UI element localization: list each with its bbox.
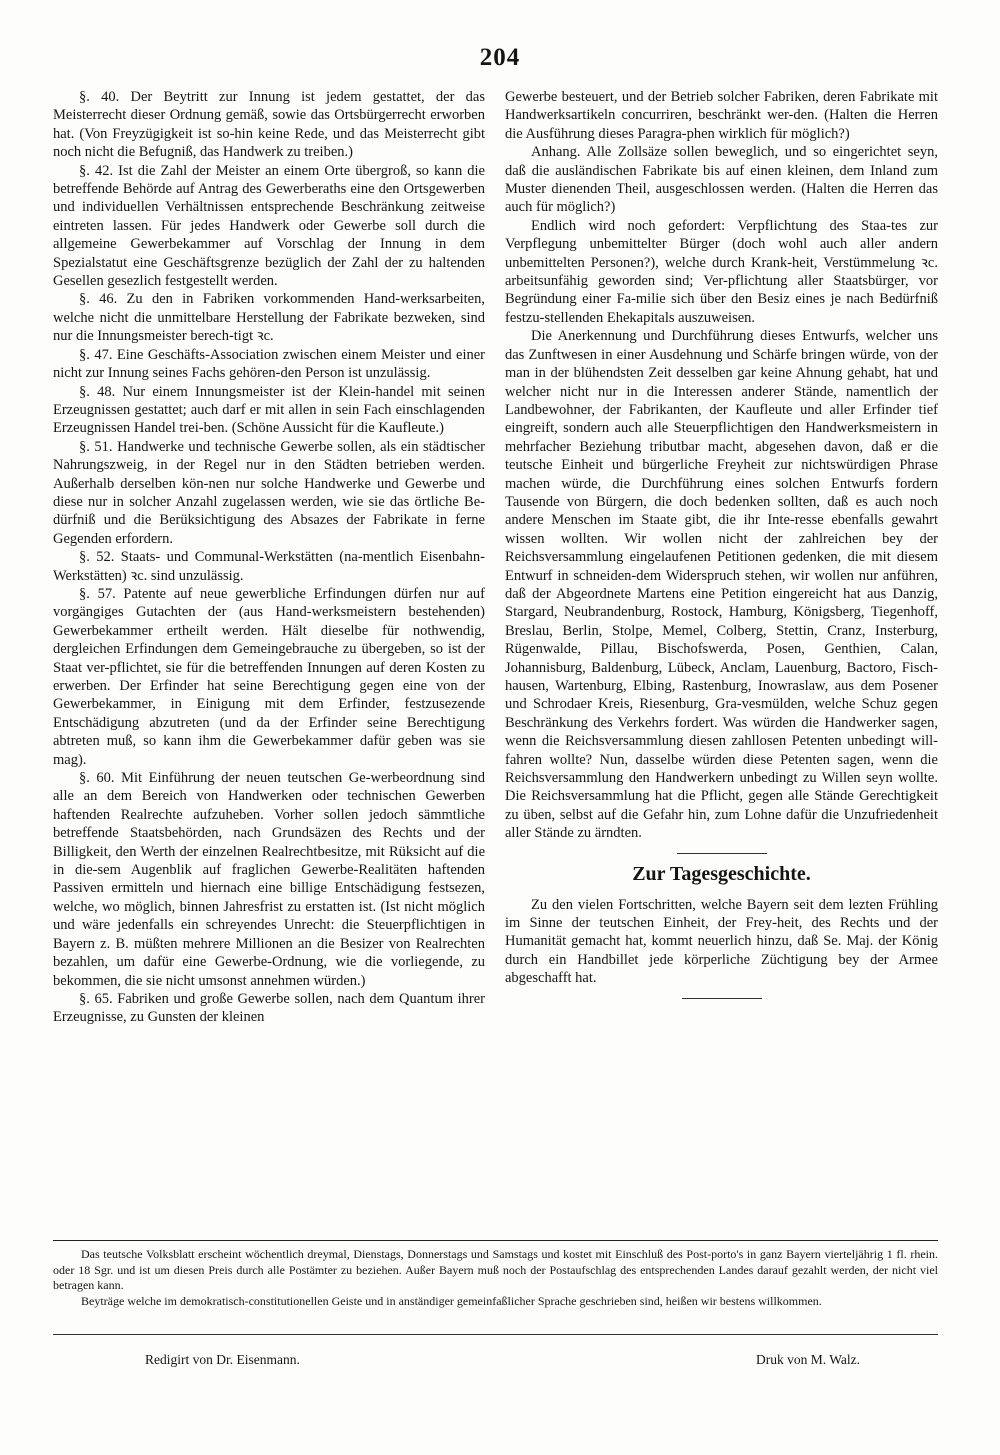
paragraph: Anhang. Alle Zollsäze sollen beweglich, und so eingerichtet seyn, daß die ausländischen Fabrikate bis auf einen kleinen, dem Inland zum Muster dienenden Theil, ausgeschlossen werden. (Halten die Herren das auch für möglich?) xyxy=(505,144,938,216)
paragraph: Endlich wird noch gefordert: Verpflichtung des Staa-tes zur Verpflegung unbemittelter Bürger (doch wohl auch aller andern unbemittelten Personen?), welche durch Krank-heit, Verstümmelung ꝛc. arbeitsunfähig geworden sind; Ver-pflichtung aller Staatsbürger, vor Begründung einer Fa-milie sich über den Besiz eines je nach Bedürfniß festzu-stellenden Ehekapitals auszuweisen. xyxy=(505,217,938,326)
section-heading: Zur Tagesgeschichte. xyxy=(632,862,811,885)
paragraph: §. 65. Fabriken und große Gewerbe sollen, nach dem Quantum ihrer Erzeugnisse, zu Gunsten der kleinen xyxy=(53,990,485,1026)
footer-divider xyxy=(53,1240,938,1241)
paragraph: §. 42. Ist die Zahl der Meister an einem Orte übergroß, so kann die betreffende Behörde auf Antrag des Gewerberaths eine den Ortsgewerben und individuellen Verhältnissen entsprechende Beschränkung zeitweise eintreten lassen. Für jedes Handwerk oder Gewerbe soll durch die allgemeine Gewerbekammer auf Vorschlag der Innung in dem Spezialstatut eine Geschäftsgrenze bezüglich der Zahl der zu haltenden Gesellen gesezlich festgestellt werden. xyxy=(53,162,485,290)
paragraph: §. 40. Der Beytritt zur Innung ist jedem gestattet, der das Meisterrecht dieser Ordnung gemäß, sowie das Ortsbürgerrecht erworben hat. (Von Freyzügigkeit ist so-hin keine Rede, und das Meisterrecht gibt noch nicht die Befugniß, das Handwerk zu treiben.) xyxy=(53,89,485,161)
notice-paragraph: Das teutsche Volksblatt erscheint wöchentlich dreymal, Dienstags, Donnerstags und Samstags und kostet mit Einschluß des Post-porto's in ganz Bayern vierteljährig 1 fl. rhein. oder 18 Sgr. und ist um diesen Preis durch alle Postämter zu beziehen. Außer Bayern muß noch der Postaufschlag des entsprechenden Landes darauf gezahlt werden, der nicht viel betragen kann. xyxy=(53,1247,938,1292)
paragraph: §. 57. Patente auf neue gewerbliche Erfindungen dürfen nur auf vorgängiges Gutachten der (aus Hand-werksmeistern bestehenden) Gewerbekammer ertheilt werden. Hält dieselbe für nothwendig, dergleichen Erfindungen dem Gemeingebrauche zu übergeben, so ist der Staat ver-pflichtet, sie für die betreffenden Innungen auf deren Kosten zu erwerben. Der Erfinder hat seine Berechtigung gegen eine von der Gewerbekammer, in Einigung mit dem Erfinder, festzusezende Entschädigung abzutreten (und da der Erfinder seine Berechtigung abtreten muß, so kann ihm die Gewerbekammer dafür geben was sie mag). xyxy=(53,585,485,768)
paragraph: §. 51. Handwerke und technische Gewerbe sollen, als ein städtischer Nahrungszweig, in der Regel nur in den Städten betrieben werden. Außerhalb derselben kön-nen nur solche Handwerke und Gewerbe und diese nur in solcher Anzahl zugelassen werden, wie sie das örtliche Be-dürfniß und die Berüksichtigung des Absazes der Fabrikate in ferne Gegenden erfordern. xyxy=(53,438,485,547)
paragraph: Die Anerkennung und Durchführung dieses Entwurfs, welcher uns das Zunftwesen in einer Ausdehnung und Schärfe bringen würde, von der man in der blühendsten Zeit desselben gar keine Ahnung gehabt, hat und welcher nicht nur in die Interessen anderer Stände, namentlich der Landbewohner, der Fabrikanten, der Kaufleute und aller Erfinder tief eingreift, sondern auch alle Steuerpflichtigen den Handwerksmeistern in mehrfacher Beziehung tributbar macht, abgesehen davon, daß er die teutsche Einheit und bürgerliche Freyheit zur nichtswürdigen Phrase machen würde, die Durchführung eines solchen Entwurfs fordern Tausende von Bürgern, die doch bedenken sollten, daß es auch noch andere Menschen im Staate gibt, die ihr Inte-resse ebenfalls gewahrt wissen wollten. Wir wollen nicht der zahlreichen bey der Reichsversammlung eingelaufenen Petitionen gedenken, die mit diesem Entwurf in schneiden-dem Widerspruch stehen, wir wollen nur anführen, daß der Abgeordnete Martens eine Petition eingereicht hat aus Danzig, Stargard, Neubrandenburg, Rostock, Hamburg, Königsberg, Tiegenhoff, Breslau, Berlin, Stolpe, Memel, Colberg, Stettin, Cranz, Insterburg, Rügenwalde, Pillau, Bischofswerda, Posen, Genthien, Calan, Johannisburg, Baldenburg, Lübeck, Anclam, Lauenburg, Bactoro, Fisch-hausen, Wartenburg, Elbing, Rastenburg, Inowraslaw, aus dem Posener und Schrodaer Kreis, Riesenburg, Gra-vesmülden, welche Schuz gegen Beschränkung des Verkehrs fordert. Was würden die Handwerker sagen, wenn die Reichsversammlung diesen zahllosen Petenten unbedingt will-fahren wollte? Nun, dasselbe würden diese Petenten sagen, wenn die Reichsversammlung den Handwerkern unbedingt zu Willen seyn wollte. Die Reichsversammlung hat die Pflicht, gegen alle Stände Gerechtigkeit zu üben, selbst auf die Gefahr hin, zum Lohne dafür die Unzufriedenheit aller Stände zu ärndten. xyxy=(505,328,938,842)
paragraph: §. 47. Eine Geschäfts-Association zwischen einem Meister und einer nicht zur Innung seines Fachs gehören-den Person ist unzulässig. xyxy=(53,346,485,382)
notice-divider xyxy=(53,1334,938,1335)
paragraph: §. 60. Mit Einführung der neuen teutschen Ge-werbeordnung sind alle an dem Bereich von Handwerken oder technischen Gewerben haftenden Realrechte aufzuheben. Vorher sollen jedoch sämmtliche betreffende Staatsbehörden, nach Grundsäzen des Rechts und der Billigkeit, den Werth der einzelnen Realrechtbesitze, mit Rüksicht auf die in die-sem Augenblik auf fraglichen Gewerbe-Realitäten haftenden Passiven ermitteln und hiernach eine billige Entschädigung festsezen, welche, wo möglich, binnen Jahresfrist zu erstatten ist. (Ist nicht möglich und wäre jedenfalls ein schreyendes Unrecht: die Steuerpflichtigen in Bayern z. B. müßten mehrere Millionen an die Besizer von Realrechten bezahlen, um dafür eine Gewerbe-Ordnung, wie die vorliegende, zu bekommen, die sie nicht umsonst annehmen würden.) xyxy=(53,770,485,989)
section-divider xyxy=(677,853,767,854)
left-column xyxy=(53,88,485,1236)
paragraph: §. 52. Staats- und Communal-Werkstätten (na-mentlich Eisenbahn-Werkstätten) ꝛc. sind unzulässig. xyxy=(53,549,485,584)
printer-credit: Druk von M. Walz. xyxy=(755,1352,860,1367)
editor-credit: Redigirt von Dr. Eisenmann. xyxy=(145,1352,300,1367)
right-column xyxy=(505,88,938,1236)
page-number: 204 xyxy=(479,44,521,71)
paragraph: §. 48. Nur einem Innungsmeister ist der Klein-handel mit seinen Erzeugnissen gestattet; auch darf er mit allen in sein Fach einschlagenden Erzeugnissen Handel trei-ben. (Schöne Aussicht für die Kaufleute.) xyxy=(53,383,485,437)
subscription-notice xyxy=(53,1247,938,1309)
paragraph: Gewerbe besteuert, und der Betrieb solcher Fabriken, deren Fabrikate mit Handwerksartikeln concurriren, beschränkt wer-den. (Halten die Herren die Ausführung dieses Paragra-phen wirklich für möglich?) xyxy=(505,89,938,142)
section-end-divider xyxy=(682,998,762,999)
paragraph: Zu den vielen Fortschritten, welche Bayern seit dem lezten Frühling im Sinne der teutschen Einheit, der Frey-heit, des Rechts und der Humanität gemacht hat, kommt neuerlich hinzu, daß Se. Maj. der König durch ein Handbillet jede körperliche Züchtigung bey der Armee abgeschafft hat. xyxy=(505,896,938,987)
paragraph: §. 46. Zu den in Fabriken vorkommenden Hand-werksarbeiten, welche nicht die unmittelbare Herstellung der Fabrikate bezweken, sind nur die Innungsmeister berech-tigt ꝛc. xyxy=(53,291,485,345)
notice-paragraph: Beyträge welche im demokratisch-constitutionellen Geiste und in anständiger gemeinfaßlicher Sprache geschrieben sind, heißen wir bestens willkommen. xyxy=(81,1293,822,1308)
